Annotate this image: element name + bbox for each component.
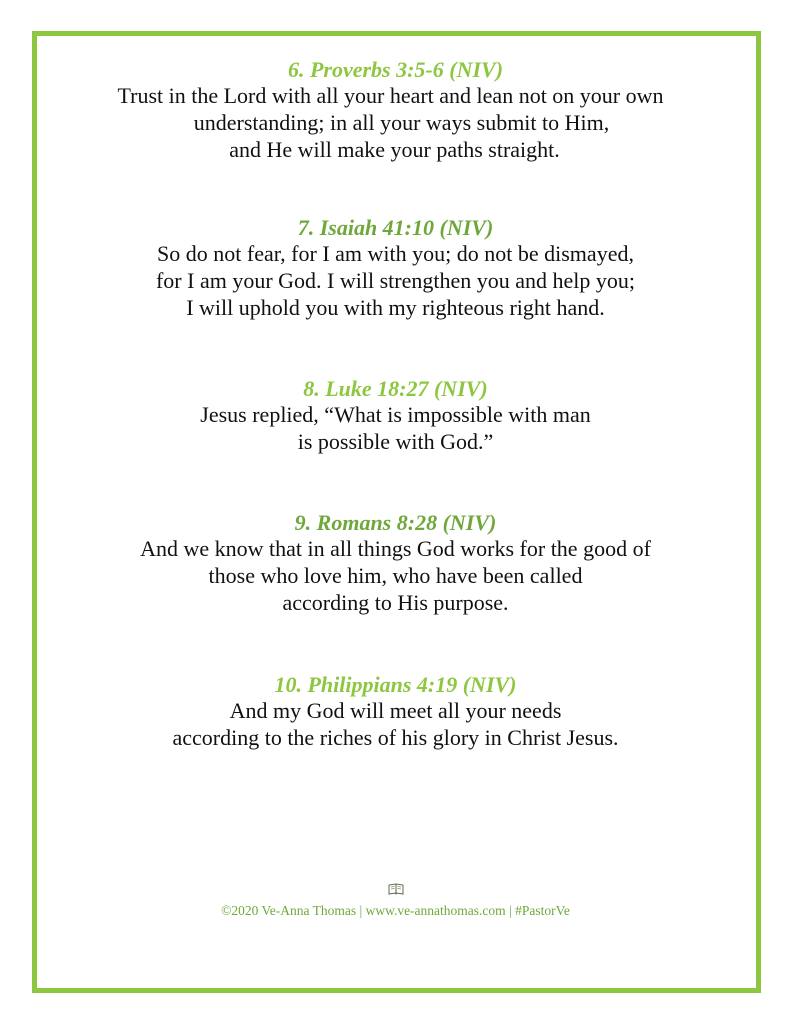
open-book-icon xyxy=(388,883,404,895)
verse-reference: 6. Proverbs 3:5-6 (NIV) xyxy=(287,57,504,82)
verse-line: And my God will meet all your needs xyxy=(229,698,562,723)
verse-line: for I am your God. I will strengthen you and help you; xyxy=(155,268,635,293)
verse-block xyxy=(0,672,791,751)
page-footer xyxy=(0,882,791,920)
verse-reference: 8. Luke 18:27 (NIV) xyxy=(303,376,488,401)
verse-block xyxy=(0,215,791,321)
verse-reference: 7. Isaiah 41:10 (NIV) xyxy=(297,215,494,240)
verse-line: understanding; in all your ways submit to Him, xyxy=(193,110,610,135)
verse-block xyxy=(0,376,791,455)
verse-block xyxy=(0,57,791,163)
verse-line: according to the riches of his glory in Christ Jesus. xyxy=(172,725,619,750)
verse-line: I will uphold you with my righteous right hand. xyxy=(186,295,605,320)
verse-reference: 10. Philippians 4:19 (NIV) xyxy=(274,672,517,697)
verse-line: And we know that in all things God works for the good of xyxy=(140,536,651,561)
verse-line: is possible with God.” xyxy=(297,429,494,454)
verse-reference: 9. Romans 8:28 (NIV) xyxy=(294,510,497,535)
verse-line: So do not fear, for I am with you; do not be dismayed, xyxy=(157,241,634,266)
verse-block xyxy=(0,510,791,616)
verse-line: and He will make your paths straight. xyxy=(229,137,560,162)
copyright-line: ©2020 Ve-Anna Thomas | www.ve-annathomas.com | #PastorVe xyxy=(221,903,570,918)
verse-line: according to His purpose. xyxy=(282,590,509,615)
verse-line: those who love him, who have been called xyxy=(208,563,583,588)
verse-line: Trust in the Lord with all your heart and lean not on your own xyxy=(117,83,664,108)
verse-line: Jesus replied, “What is impossible with man xyxy=(200,402,591,427)
